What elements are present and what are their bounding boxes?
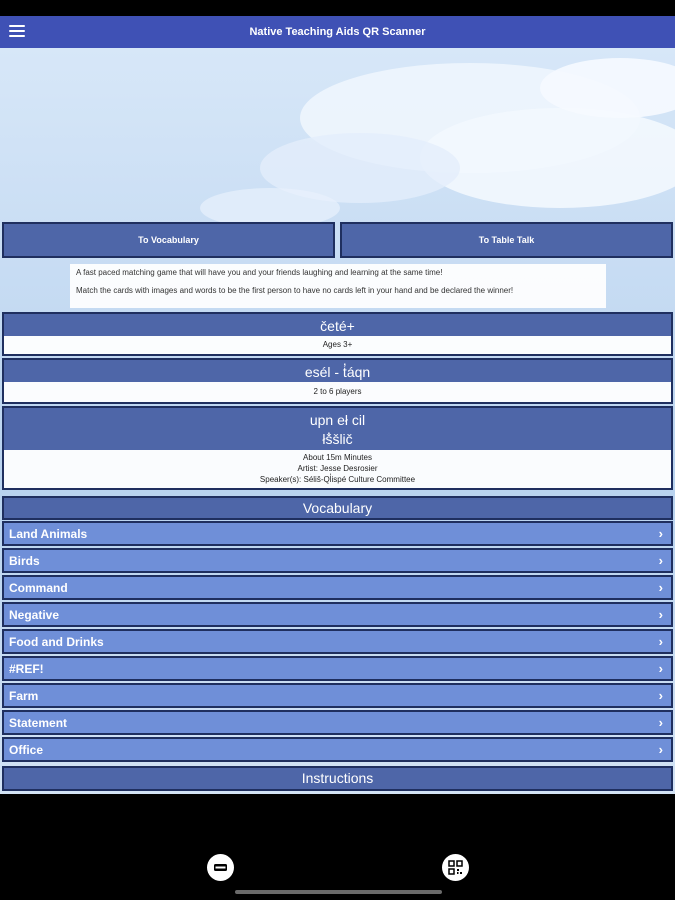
vocab-item-label: Farm — [9, 688, 39, 703]
to-table-talk-button[interactable]: To Table Talk — [340, 222, 673, 258]
ages-title: četé+ — [2, 312, 673, 336]
main-content[interactable] — [0, 48, 675, 794]
home-indicator[interactable] — [235, 890, 442, 894]
players-title: esél - t̓áqn — [2, 358, 673, 382]
vocab-item-label: Negative — [9, 607, 60, 622]
credits-info-block — [2, 406, 673, 490]
chevron-right-icon: › — [658, 580, 663, 595]
status-bar — [0, 0, 675, 16]
qr-code-icon[interactable] — [442, 854, 469, 881]
vocab-item-label: #REF! — [9, 661, 44, 676]
vocab-item-birds[interactable] — [2, 548, 673, 573]
vocab-item-negative[interactable] — [2, 602, 673, 627]
vocab-item-command[interactable] — [2, 575, 673, 600]
vocabulary-header: Vocabulary — [2, 496, 673, 520]
vocab-item-label: Birds — [9, 553, 40, 568]
speakers-text: Speaker(s): Séliš-Ql̓ispé Culture Committee — [259, 474, 416, 484]
duration-text: About 15m Minutes — [303, 453, 372, 462]
credits-title-line-1: upn eł cil — [309, 412, 366, 428]
home-tab-icon[interactable] — [207, 854, 234, 881]
instructions-button[interactable]: Instructions — [2, 766, 673, 791]
vocab-item-label: Command — [9, 580, 68, 595]
description-line-1: A fast paced matching game that will have you and your friends laughing and learning at the same time! — [76, 268, 443, 277]
hamburger-menu-icon[interactable] — [9, 25, 25, 38]
vocab-item-statement[interactable] — [2, 710, 673, 735]
players-value: 2 to 6 players — [2, 382, 673, 404]
vocab-item-ref[interactable] — [2, 656, 673, 681]
vocab-item-land-animals[interactable] — [2, 521, 673, 546]
chevron-right-icon: › — [658, 715, 663, 730]
credits-body — [2, 450, 673, 490]
artist-text: Artist: Jesse Desrosier — [297, 463, 378, 473]
vocabulary-list — [2, 521, 673, 764]
bottom-tab-bar — [0, 794, 675, 900]
vocab-item-label: Statement — [9, 715, 68, 730]
vocab-item-food-and-drinks[interactable] — [2, 629, 673, 654]
chevron-right-icon: › — [658, 526, 663, 541]
chevron-right-icon: › — [658, 742, 663, 757]
app-title: Native Teaching Aids QR Scanner — [249, 26, 426, 38]
chevron-right-icon: › — [658, 688, 663, 703]
nav-button-row — [2, 222, 673, 258]
chevron-right-icon: › — [658, 634, 663, 649]
to-vocabulary-button[interactable]: To Vocabulary — [2, 222, 335, 258]
vocab-item-label: Land Animals — [9, 526, 88, 541]
credits-title — [2, 406, 673, 450]
vocab-item-label: Office — [9, 742, 44, 757]
game-description-card — [70, 264, 606, 308]
ages-info-block — [2, 312, 673, 356]
app-header — [0, 16, 675, 48]
description-line-2: Match the cards with images and words to be the first person to have no cards left in your hand and be declared the winner! — [76, 285, 514, 295]
vocab-item-farm[interactable] — [2, 683, 673, 708]
players-info-block — [2, 358, 673, 404]
chevron-right-icon: › — [658, 661, 663, 676]
vocab-item-label: Food and Drinks — [9, 634, 104, 649]
chevron-right-icon: › — [658, 553, 663, 568]
credits-title-line-2: łš̓šlič — [322, 431, 353, 447]
chevron-right-icon: › — [658, 607, 663, 622]
vocab-item-office[interactable] — [2, 737, 673, 762]
ages-value: Ages 3+ — [2, 336, 673, 356]
